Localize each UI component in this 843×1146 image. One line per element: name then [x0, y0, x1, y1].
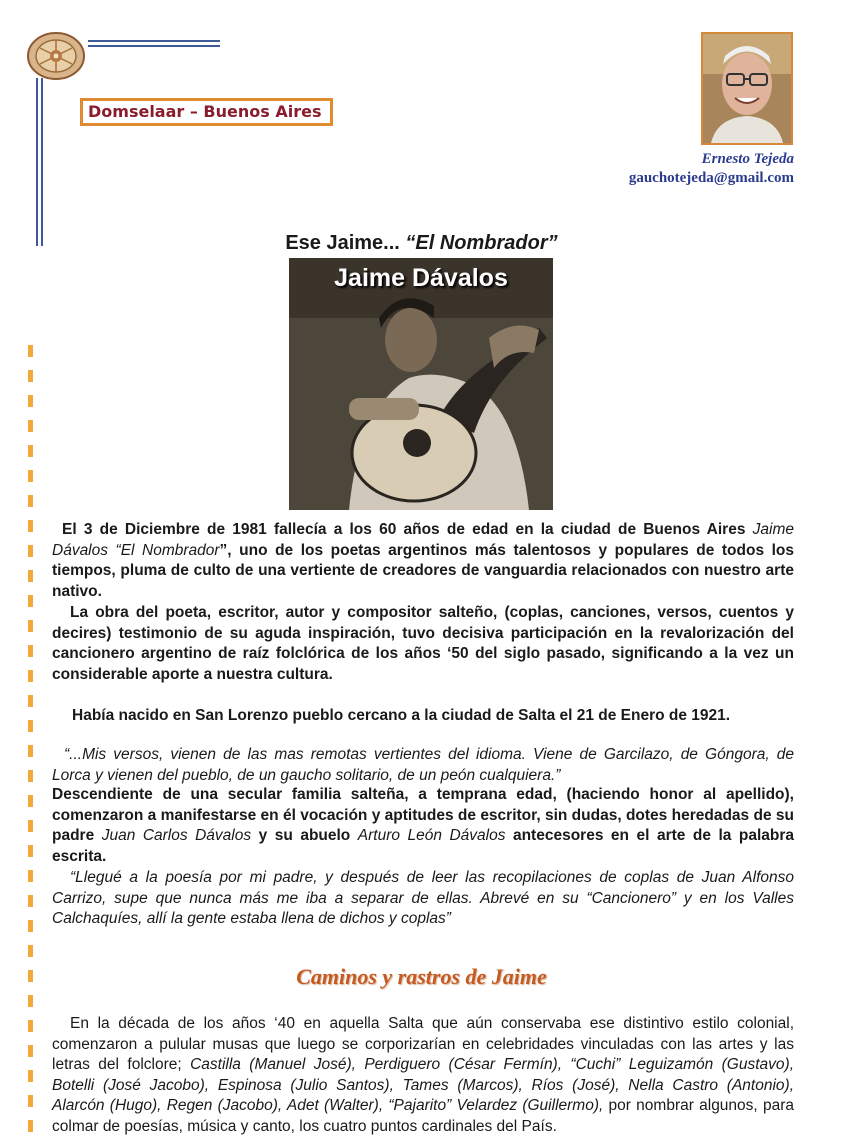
p5-italic: Castilla (Manuel José), Perdiguero (César Fermín), “Cuchi” Leguizamón (Gustavo), Botelli (José Jacobo), Espinosa (Julio Santos), Tames (Marcos), Ríos (José), Nella Castro (Antonio), Alarcón (Hugo), Regen (Jacobo), Adet (Walter), “Pajarito” Velardez (Guillermo),	[52, 1056, 794, 1114]
quote-1: “...Mis versos, vienen de las mas remotas vertientes del idioma. Viene de Garcilazo, de Góngora, de Lorca y vienen del pueblo, de un gaucho solitario, de un peón cualquiera.”	[52, 746, 794, 784]
header-rule-top	[88, 40, 220, 42]
quote-2: “Llegué a la poesía por mi padre, y después de leer las recopilaciones de coplas de Juan Alfonso Carrizo, supe que nunca más me iba a separar de ellas. Abrevé en su “Cancionero” y en los Valles Calchaquíes, allí la gente estaba llena de dichos y coplas”	[52, 869, 794, 927]
margin-rule-left	[36, 78, 38, 246]
author-name: Ernesto Tejeda	[701, 151, 794, 167]
p1-bold-a: El 3 de Diciembre de 1981 fallecía a los 60 años de edad en la ciudad de Buenos Aires	[62, 521, 753, 538]
p4-bold-c: antecesores en el arte de la palabra escrita.	[52, 827, 795, 865]
p4-italic-a: Juan Carlos Dávalos	[101, 827, 252, 844]
article-title	[0, 232, 843, 255]
p1-bold-b: ”, uno de los poetas argentinos más talentosos y populares de todos los tiempos, pluma de culto de una vertiente de creadores de vanguardia relacionados con nuestro arte nativo.	[52, 541, 794, 600]
p4-bold-b: y su abuelo	[251, 827, 358, 844]
shell-ornament-icon	[25, 30, 87, 82]
article-title-quote: “El Nombrador”	[405, 232, 558, 254]
location-label: Domselaar – Buenos Aires	[80, 98, 333, 126]
margin-rule-right	[41, 78, 43, 246]
jaime-davalos-photo	[289, 258, 553, 510]
paragraph-1	[52, 520, 794, 602]
p4-bold-a: Descendiente de una secular familia salteña, a temprana edad, (haciendo honor al apellido), comenzaron a manifestarse en él vocación y aptitudes de escritor, sin dudas, dotes heredadas de su padre	[52, 786, 794, 844]
header-rule-bottom	[88, 45, 220, 47]
paragraph-3: Había nacido en San Lorenzo pueblo cercano a la ciudad de Salta el 21 de Enero de 1921.	[72, 707, 731, 724]
author-portrait	[701, 32, 793, 145]
photo-caption: Jaime Dávalos	[334, 264, 508, 292]
p5-text-a: En la década de los años ‘40 en aquella Salta que aún conservaba ese distintivo estilo colonial, comenzaron a pulular musas que luego se corporizarían en celebridades vinculadas con las artes y las letras del folclore;	[52, 1015, 794, 1073]
section-heading: Caminos y rastros de Jaime	[296, 964, 547, 989]
paragraph-2: La obra del poeta, escritor, autor y compositor salteño, (coplas, canciones, versos, cuentos y decires) testimonio de su aguda inspiración, tuvo decisiva participación en la revalorización del cancionero argentino de raíz folclórica de los años ‘50 del siglo pasado, significando a la vez un considerable aporte a nuestra cultura.	[52, 604, 794, 683]
author-email-link[interactable]: gauchotejeda@gmail.com	[628, 170, 794, 186]
paragraph-4	[52, 785, 794, 867]
paragraph-5	[52, 1014, 794, 1137]
article-title-lead: Ese Jaime...	[285, 232, 406, 254]
p1-italic-a: Jaime Dávalos “El Nombrador	[52, 521, 794, 559]
p5-text-b: por nombrar algunos, para colmar de poesías, música y canto, los cuatro puntos cardinales del País.	[52, 1097, 794, 1135]
p4-italic-b: Arturo León Dávalos	[357, 827, 506, 844]
